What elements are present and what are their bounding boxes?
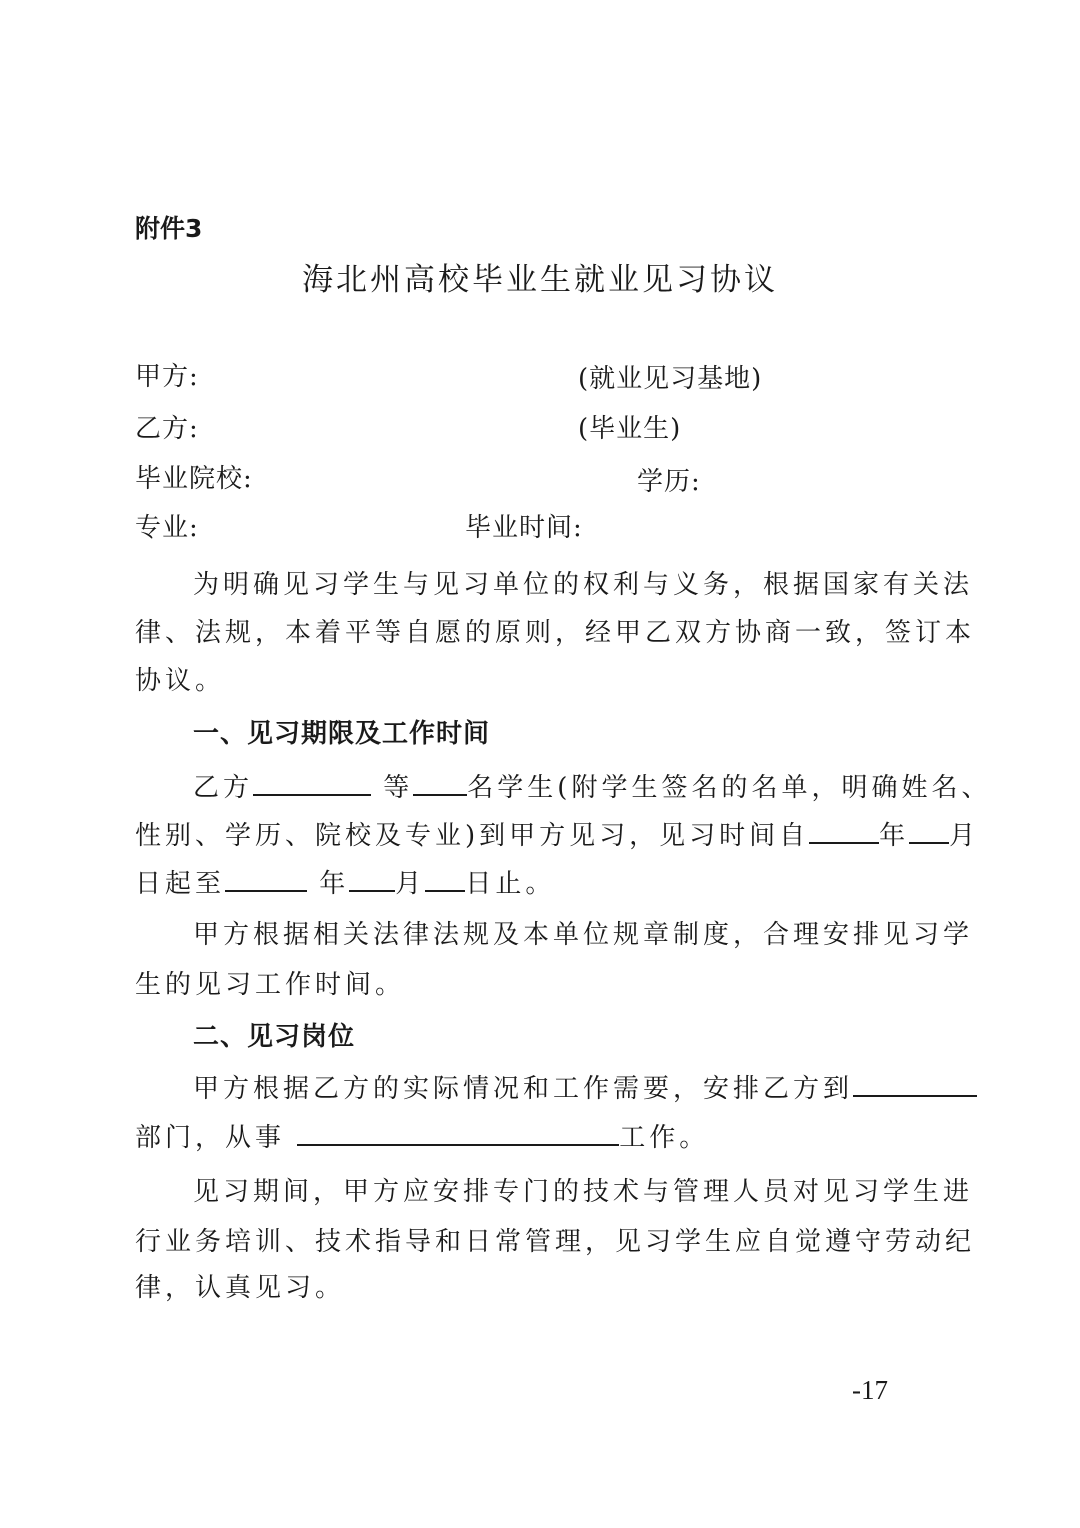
text-segment: 日止。	[465, 869, 556, 899]
blank-line	[349, 868, 395, 892]
text-segment: 乙方	[193, 773, 254, 803]
page-number: -17	[852, 1375, 888, 1405]
section-2-para-1-line-1	[193, 1068, 977, 1105]
section-2-heading: 二、见习岗位	[193, 1022, 356, 1052]
text-segment: 工作。	[619, 1123, 710, 1153]
text-segment: 年	[879, 821, 910, 851]
intro-line-1: 为明确见习学生与见习单位的权利与义务，根据国家有关法	[193, 570, 974, 600]
grad-time-label: 毕业时间:	[465, 513, 583, 543]
party-a-note: (就业见习基地)	[578, 364, 763, 394]
section-1-para-1-line-3	[135, 863, 555, 900]
text-segment: 等	[383, 773, 414, 803]
section-1-para-1-line-1	[193, 767, 991, 804]
text-segment: 年	[319, 869, 350, 899]
blank-line	[809, 820, 879, 844]
blank-line	[225, 868, 307, 892]
section-1-para-1-line-2	[135, 815, 979, 852]
attachment-label: 附件3	[135, 214, 203, 243]
section-2-para-1-line-2	[135, 1117, 709, 1154]
party-b-label: 乙方:	[135, 414, 199, 444]
text-segment: 部门，从事	[135, 1123, 286, 1153]
section-2-para-2-line-1: 见习期间，甲方应安排专门的技术与管理人员对见习学生进	[193, 1177, 974, 1207]
blank-line	[253, 772, 371, 796]
school-label: 毕业院校:	[135, 464, 253, 494]
blank-line	[853, 1073, 977, 1097]
blank-line	[413, 772, 467, 796]
blank-line	[909, 820, 949, 844]
document-title: 海北州高校毕业生就业见习协议	[302, 262, 778, 298]
party-a-label: 甲方:	[135, 362, 199, 392]
party-b-note: (毕业生)	[578, 414, 682, 444]
intro-line-2: 律、法规，本着平等自愿的原则，经甲乙双方协商一致，签订本	[135, 618, 976, 648]
text-segment: 性别、学历、院校及专业)到甲方见习，见习时间自	[135, 821, 810, 851]
section-1-para-2-line-2: 生的见习工作时间。	[135, 970, 406, 1000]
text-segment: 日起至	[135, 869, 226, 899]
section-2-para-2-line-2: 行业务培训、技术指导和日常管理，见习学生应自觉遵守劳动纪	[135, 1227, 976, 1257]
text-segment: 甲方根据乙方的实际情况和工作需要，安排乙方到	[193, 1074, 854, 1104]
section-2-para-2-line-3: 律，认真见习。	[135, 1273, 346, 1303]
section-1-heading: 一、见习期限及工作时间	[193, 719, 491, 749]
text-segment: 月	[395, 869, 426, 899]
major-label: 专业:	[135, 513, 199, 543]
blank-line	[425, 868, 465, 892]
section-1-para-2-line-1: 甲方根据相关法律法规及本单位规章制度，合理安排见习学	[193, 920, 974, 950]
text-segment: 月	[949, 821, 980, 851]
blank-line	[297, 1122, 619, 1146]
text-segment: 名学生(附学生签名的名单，明确姓名、	[467, 773, 992, 803]
intro-line-3: 协议。	[135, 666, 226, 696]
degree-label: 学历:	[637, 467, 701, 497]
